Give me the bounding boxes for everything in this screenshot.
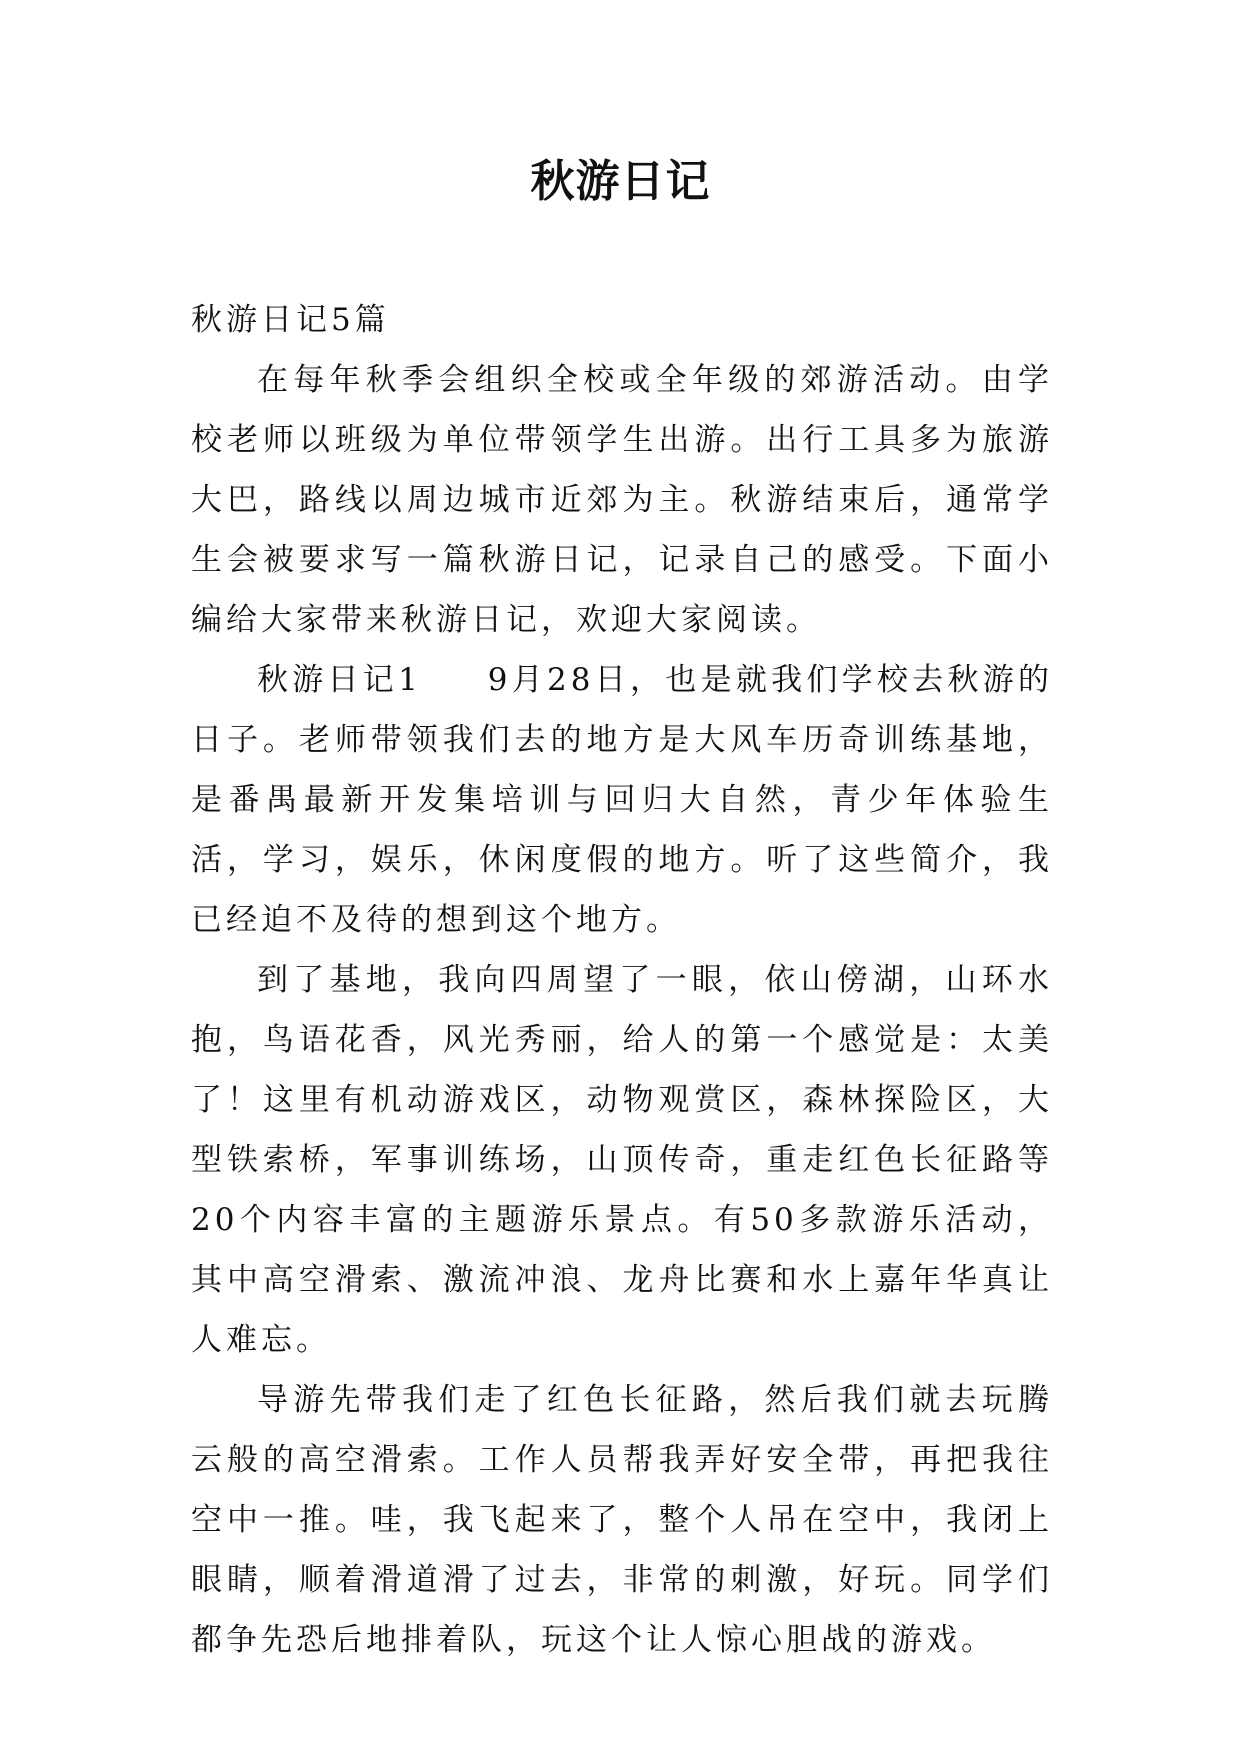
paragraph-2: 到了基地，我向四周望了一眼，依山傍湖，山环水抱，鸟语花香，风光秀丽，给人的第一个感觉是：太美了！这里有机动游戏区，动物观赏区，森林探险区，大型铁索桥，军事训练场，山顶传奇，重走红色长征路等20个内容丰富的主题游乐景点。有50多款游乐活动，其中高空滑索、激流冲浪、龙舟比赛和水上嘉年华真让人难忘。 — [191, 962, 1053, 1358]
document-body — [191, 290, 1053, 1670]
entry-1-paragraph — [191, 650, 1053, 950]
entry-1-label: 秋游日记1 — [257, 662, 422, 698]
intro-paragraph: 在每年秋季会组织全校或全年级的郊游活动。由学校老师以班级为单位带领学生出游。出行工具多为旅游大巴，路线以周边城市近郊为主。秋游结束后，通常学生会被要求写一篇秋游日记，记录自己的感受。下面小编给大家带来秋游日记，欢迎大家阅读。 — [191, 362, 1053, 638]
document-title: 秋游日记 — [530, 156, 711, 207]
subtitle: 秋游日记5篇 — [191, 302, 390, 338]
entry-1-text: 9月28日，也是就我们学校去秋游的日子。老师带领我们去的地方是大风车历奇训练基地，是番禺最新开发集培训与回归大自然，青少年体验生活，学习，娱乐，休闲度假的地方。听了这些简介，我已经迫不及待的想到这个地方。 — [191, 662, 1053, 938]
paragraph-3: 导游先带我们走了红色长征路，然后我们就去玩腾云般的高空滑索。工作人员帮我弄好安全带，再把我往空中一推。哇，我飞起来了，整个人吊在空中，我闭上眼睛，顺着滑道滑了过去，非常的刺激，好玩。同学们都争先恐后地排着队，玩这个让人惊心胆战的游戏。 — [191, 1382, 1053, 1658]
